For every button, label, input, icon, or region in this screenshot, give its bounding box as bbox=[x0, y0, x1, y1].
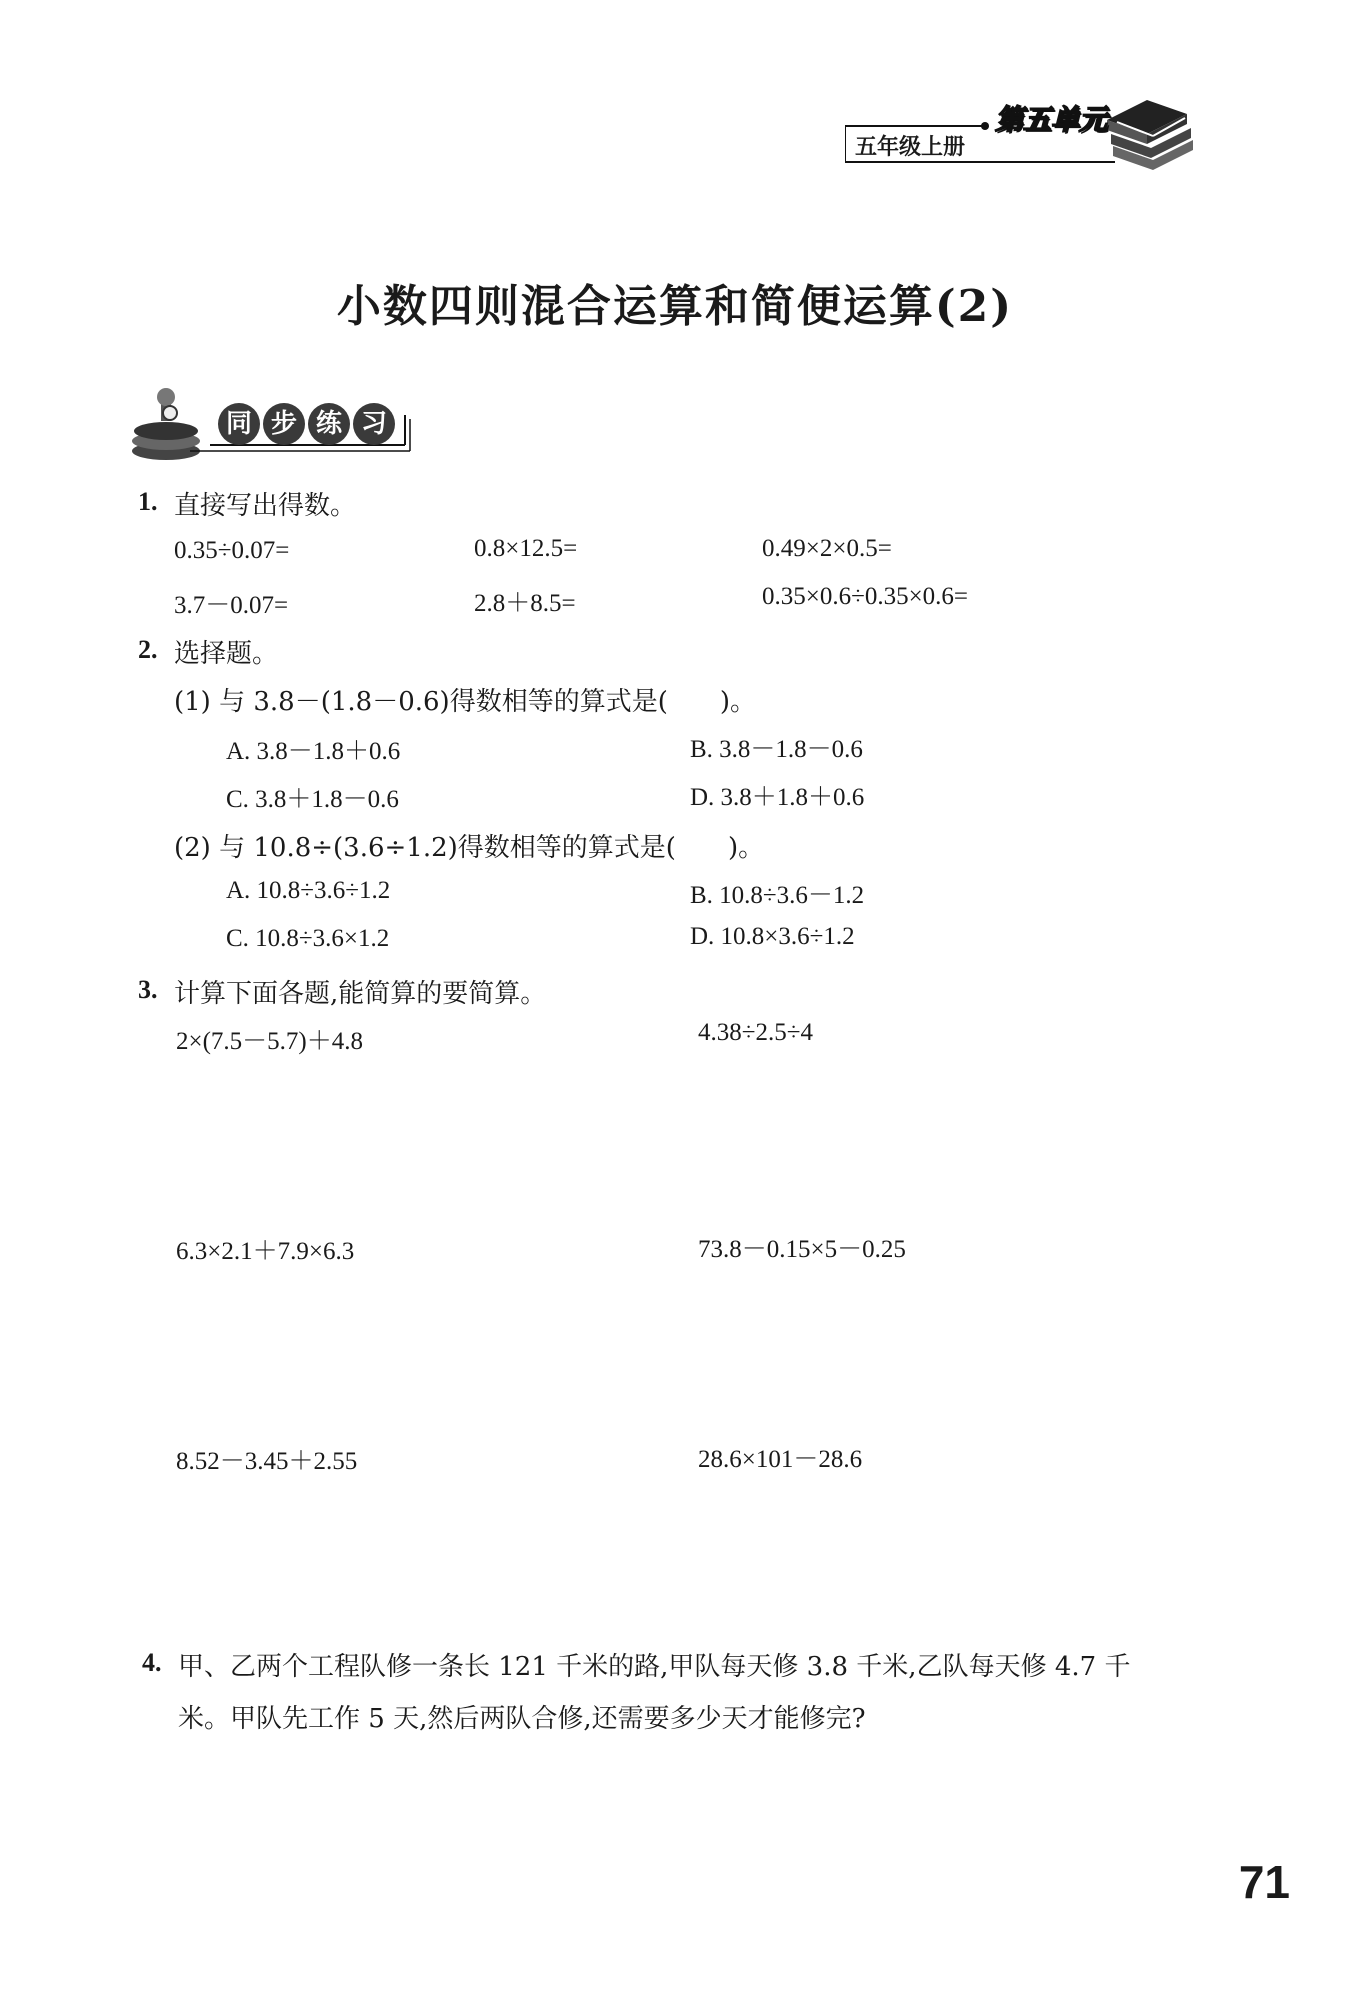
page-title: 小数四则混合运算和简便运算(2) bbox=[336, 281, 1014, 332]
q2-number: 2. bbox=[138, 635, 158, 664]
grade-label: 五年级上册 bbox=[855, 135, 966, 160]
q4-number: 4. bbox=[142, 1648, 162, 1677]
q2-sub2-option: C. 10.8÷3.6×1.2 bbox=[226, 925, 390, 952]
q2-sub2-prompt: (2) 与 10.8÷(3.6÷1.2)得数相等的算式是( )。 bbox=[174, 833, 765, 863]
q3-number: 3. bbox=[138, 975, 158, 1004]
q1-number: 1. bbox=[138, 487, 158, 516]
q3-item: 6.3×2.1＋7.9×6.3 bbox=[176, 1238, 355, 1265]
q1-item: 2.8＋8.5= bbox=[474, 590, 576, 617]
q2-sub2-option: A. 10.8÷3.6÷1.2 bbox=[226, 877, 391, 904]
q2-sub1-option: A. 3.8－1.8＋0.6 bbox=[226, 738, 401, 765]
q3-item: 2×(7.5－5.7)＋4.8 bbox=[176, 1028, 363, 1055]
q3-item: 28.6×101－28.6 bbox=[698, 1446, 863, 1473]
q3-prompt: 计算下面各题,能简算的要简算。 bbox=[174, 979, 547, 1009]
unit-label: 第五单元 bbox=[995, 103, 1108, 136]
q2-sub2-option: B. 10.8÷3.6－1.2 bbox=[690, 882, 865, 909]
q2-sub1-option: D. 3.8＋1.8＋0.6 bbox=[690, 784, 865, 811]
q1-prompt: 直接写出得数。 bbox=[174, 491, 357, 521]
q4-text-line2: 米。甲队先工作 5 天,然后两队合修,还需要多少天才能修完? bbox=[178, 1704, 866, 1734]
q1-item: 3.7－0.07= bbox=[174, 592, 289, 619]
badge-char-3: 练 bbox=[308, 403, 350, 445]
q3-item: 73.8－0.15×5－0.25 bbox=[698, 1236, 906, 1263]
q1-item: 0.8×12.5= bbox=[474, 535, 578, 562]
q1-item: 0.35×0.6÷0.35×0.6= bbox=[762, 583, 969, 610]
q3-item: 8.52－3.45＋2.55 bbox=[176, 1448, 358, 1475]
badge-char-2: 步 bbox=[263, 403, 305, 445]
section-badge bbox=[130, 385, 415, 470]
q2-prompt: 选择题。 bbox=[174, 639, 279, 669]
q1-item: 0.49×2×0.5= bbox=[762, 535, 892, 562]
unit-header bbox=[845, 92, 1205, 172]
q4-text-line1: 甲、乙两个工程队修一条长 121 千米的路,甲队每天修 3.8 千米,乙队每天修 4.7 千 bbox=[178, 1652, 1131, 1682]
badge-char-4: 习 bbox=[353, 403, 395, 445]
q2-sub1-option: C. 3.8＋1.8－0.6 bbox=[226, 786, 399, 813]
q2-sub1-option: B. 3.8－1.8－0.6 bbox=[690, 736, 863, 763]
q3-item: 4.38÷2.5÷4 bbox=[698, 1019, 813, 1046]
q1-item: 0.35÷0.07= bbox=[174, 537, 290, 564]
q2-sub2-option: D. 10.8×3.6÷1.2 bbox=[690, 923, 855, 950]
badge-char-1: 同 bbox=[218, 403, 260, 445]
page-number: 71 bbox=[1238, 1856, 1290, 1908]
q2-sub1-prompt: (1) 与 3.8－(1.8－0.6)得数相等的算式是( )。 bbox=[174, 687, 756, 717]
